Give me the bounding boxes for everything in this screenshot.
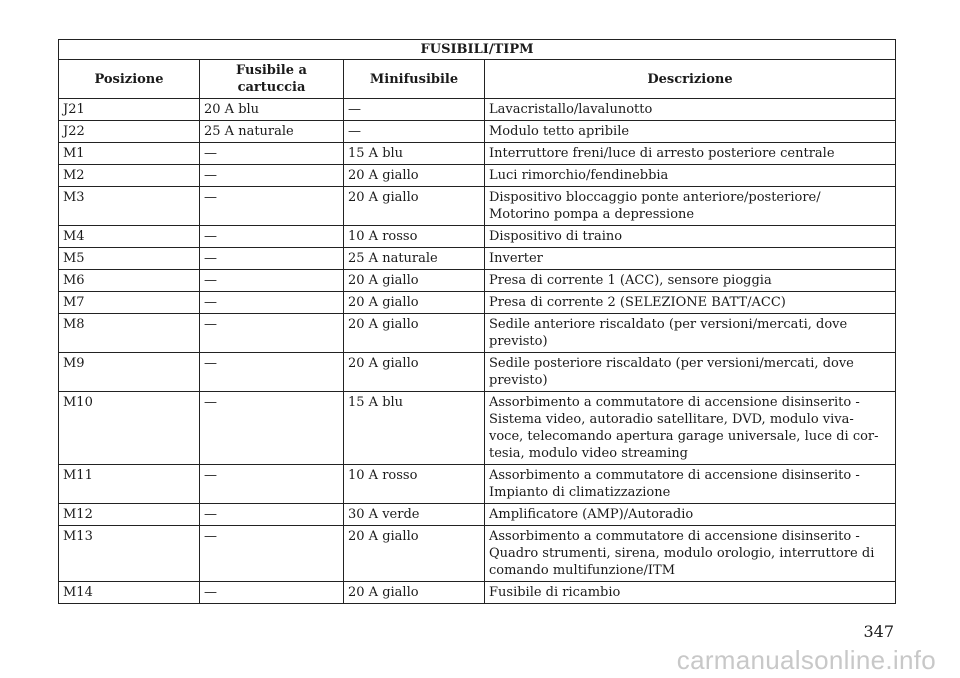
cell-mini-fuse: 20 A giallo [344,314,485,353]
cell-mini-fuse: 10 A rosso [344,226,485,248]
fuse-table [58,39,896,604]
table-row [59,353,896,392]
cell-cartridge-fuse: — [200,187,344,226]
cell-cartridge-fuse: — [200,504,344,526]
cell-mini-fuse: 20 A giallo [344,270,485,292]
cell-description: Luci rimorchio/fendinebbia [485,165,896,187]
cell-position: M14 [59,582,200,604]
cell-mini-fuse: 15 A blu [344,143,485,165]
cell-mini-fuse: 25 A naturale [344,248,485,270]
cell-position: M6 [59,270,200,292]
table-row [59,270,896,292]
table-row [59,526,896,582]
cell-cartridge-fuse: — [200,314,344,353]
header-mini-fuse: Minifusibile [344,60,485,99]
table-row [59,314,896,353]
cell-position: M12 [59,504,200,526]
table-header-row [59,60,896,99]
cell-description: Presa di corrente 2 (SELEZIONE BATT/ACC) [485,292,896,314]
cell-position: M10 [59,392,200,465]
header-position: Posizione [59,60,200,99]
cell-description: Interruttore freni/luce di arresto posteriore centrale [485,143,896,165]
table-row [59,165,896,187]
cell-cartridge-fuse: — [200,292,344,314]
cell-cartridge-fuse: 25 A naturale [200,121,344,143]
cell-mini-fuse: 20 A giallo [344,187,485,226]
cell-mini-fuse: 20 A giallo [344,292,485,314]
cell-position: M2 [59,165,200,187]
cell-description: Sedile anteriore riscaldato (per versioni/mercati, dove previsto) [485,314,896,353]
table-row [59,248,896,270]
table-row [59,504,896,526]
cell-description: Dispositivo di traino [485,226,896,248]
cell-cartridge-fuse: 20 A blu [200,99,344,121]
cell-description: Dispositivo bloccaggio ponte anteriore/posteriore/ Motorino pompa a depressione [485,187,896,226]
cell-position: M1 [59,143,200,165]
cell-description: Presa di corrente 1 (ACC), sensore pioggia [485,270,896,292]
cell-description: Lavacristallo/lavalunotto [485,99,896,121]
cell-description: Assorbimento a commutatore di accensione disinserito - Sistema video, autoradio satellitare, DVD, modulo viva- voce, telecomando apertura garage universale, luce di cor- tesia, modulo video streaming [485,392,896,465]
cell-position: M9 [59,353,200,392]
cell-cartridge-fuse: — [200,582,344,604]
header-cartridge-fuse: Fusibile a cartuccia [200,60,344,99]
cell-position: M11 [59,465,200,504]
cell-cartridge-fuse: — [200,392,344,465]
cell-position: M8 [59,314,200,353]
cell-cartridge-fuse: — [200,526,344,582]
cell-position: M7 [59,292,200,314]
cell-cartridge-fuse: — [200,143,344,165]
cell-mini-fuse: 20 A giallo [344,353,485,392]
table-row [59,465,896,504]
cell-position: M13 [59,526,200,582]
cell-mini-fuse: 20 A giallo [344,526,485,582]
table-row [59,582,896,604]
cell-mini-fuse: 15 A blu [344,392,485,465]
table-row [59,292,896,314]
cell-cartridge-fuse: — [200,248,344,270]
table-row [59,187,896,226]
cell-position: M3 [59,187,200,226]
cell-position: J22 [59,121,200,143]
cell-position: M5 [59,248,200,270]
cell-mini-fuse: — [344,99,485,121]
cell-mini-fuse: 30 A verde [344,504,485,526]
cell-cartridge-fuse: — [200,353,344,392]
watermark: carmanualsonline.info [676,645,936,675]
table-row [59,143,896,165]
table-row [59,121,896,143]
cell-mini-fuse: 10 A rosso [344,465,485,504]
table-body [59,99,896,604]
table-row [59,226,896,248]
cell-cartridge-fuse: — [200,465,344,504]
table-title-row [59,40,896,60]
table-row [59,99,896,121]
cell-cartridge-fuse: — [200,270,344,292]
cell-description: Assorbimento a commutatore di accensione disinserito - Impianto di climatizzazione [485,465,896,504]
cell-description: Fusibile di ricambio [485,582,896,604]
page-number: 347 [863,622,894,641]
cell-description: Inverter [485,248,896,270]
cell-position: M4 [59,226,200,248]
table-title: FUSIBILI/TIPM [59,40,896,60]
cell-cartridge-fuse: — [200,165,344,187]
header-description: Descrizione [485,60,896,99]
cell-mini-fuse: 20 A giallo [344,165,485,187]
cell-mini-fuse: — [344,121,485,143]
cell-cartridge-fuse: — [200,226,344,248]
cell-position: J21 [59,99,200,121]
cell-mini-fuse: 20 A giallo [344,582,485,604]
cell-description: Sedile posteriore riscaldato (per versioni/mercati, dove previsto) [485,353,896,392]
cell-description: Assorbimento a commutatore di accensione disinserito - Quadro strumenti, sirena, modulo orologio, interruttore di comando multifunzione/ITM [485,526,896,582]
cell-description: Amplificatore (AMP)/Autoradio [485,504,896,526]
cell-description: Modulo tetto apribile [485,121,896,143]
table-row [59,392,896,465]
